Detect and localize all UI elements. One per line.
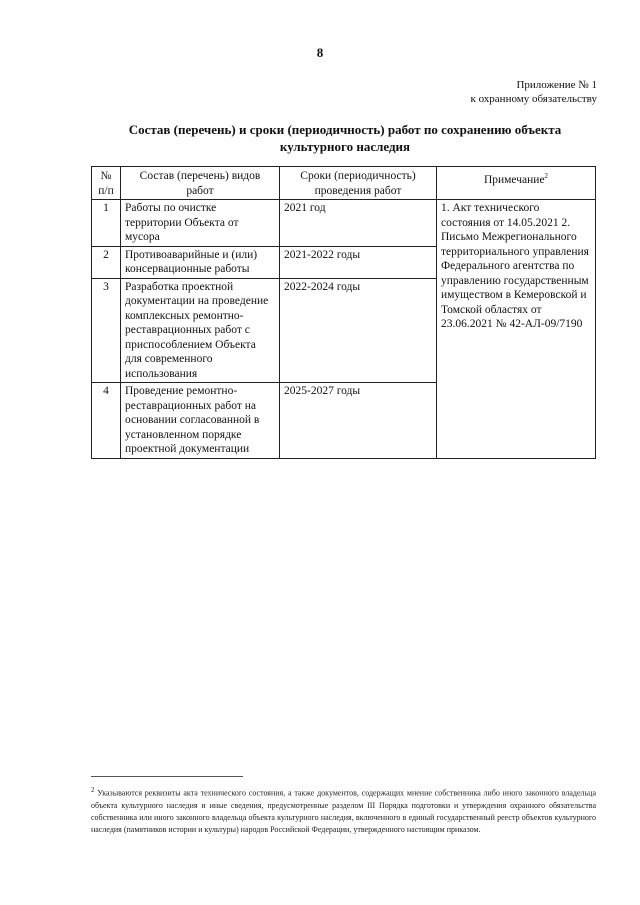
row-work: Противоаварийные и (или) консервационные работы [121, 246, 280, 278]
row-number: 2 [92, 246, 121, 278]
row-term: 2021-2022 годы [280, 246, 437, 278]
row-term: 2021 год [280, 200, 437, 247]
footnote [91, 784, 596, 836]
header-terms: Сроки (периодичность) проведения работ [280, 167, 437, 200]
footnote-text: Указываются реквизиты акта технического состояния, а также документов, содержащих мнение собственника либо иного законного владельца объекта культурного наследия и иные сведения, предусмотренные разделом III Порядка подготовки и утверждения охранного обязательства собственника или иного законного владельца объекта культурного наследия, включенного в единый государственный реестр объектов культурного наследия (памятников истории и культуры) народов Российской Федерации, утвержденного настоящим приказом. [91, 788, 597, 834]
footnote-reference: 2 [544, 172, 549, 180]
page-number: 8 [316, 45, 324, 60]
row-number: 1 [92, 200, 121, 247]
header-note [437, 167, 596, 200]
appendix-caption [470, 78, 597, 106]
row-work: Разработка проектной документации на проведение комплексных ремонтно-реставрационных работ с приспособлением Объекта для современного использования [121, 278, 280, 383]
appendix-line-1: Приложение № 1 [516, 79, 597, 91]
row-term: 2022-2024 годы [280, 278, 437, 383]
row-term: 2025-2027 годы [280, 383, 437, 459]
table-row [92, 200, 596, 247]
works-table [91, 166, 596, 459]
row-number: 3 [92, 278, 121, 383]
document-title: Состав (перечень) и сроки (периодичность) работ по сохранению объекта культурного наследия [128, 122, 562, 154]
footnote-divider [91, 776, 243, 777]
footnote-mark: 2 [91, 786, 95, 794]
row-work: Работы по очистке территории Объекта от мусора [121, 200, 280, 247]
appendix-line-2: к охранному обязательству [470, 93, 597, 105]
row-work: Проведение ремонтно-реставрационных работ на основании согласованной в установленном порядке проектной документации [121, 383, 280, 459]
header-note-label: Примечание [483, 173, 545, 186]
row-number: 4 [92, 383, 121, 459]
note-cell: 1. Акт технического состояния от 14.05.2021 2. Письмо Межрегионального территориального управления Федерального агентства по управлению государственным имуществом в Кемеровской и Томской областях от 23.06.2021 № 42-АЛ-09/7190 [437, 200, 596, 459]
header-number: № п/п [92, 167, 121, 200]
table-header-row [92, 167, 596, 200]
header-work-list: Состав (перечень) видов работ [121, 167, 280, 200]
